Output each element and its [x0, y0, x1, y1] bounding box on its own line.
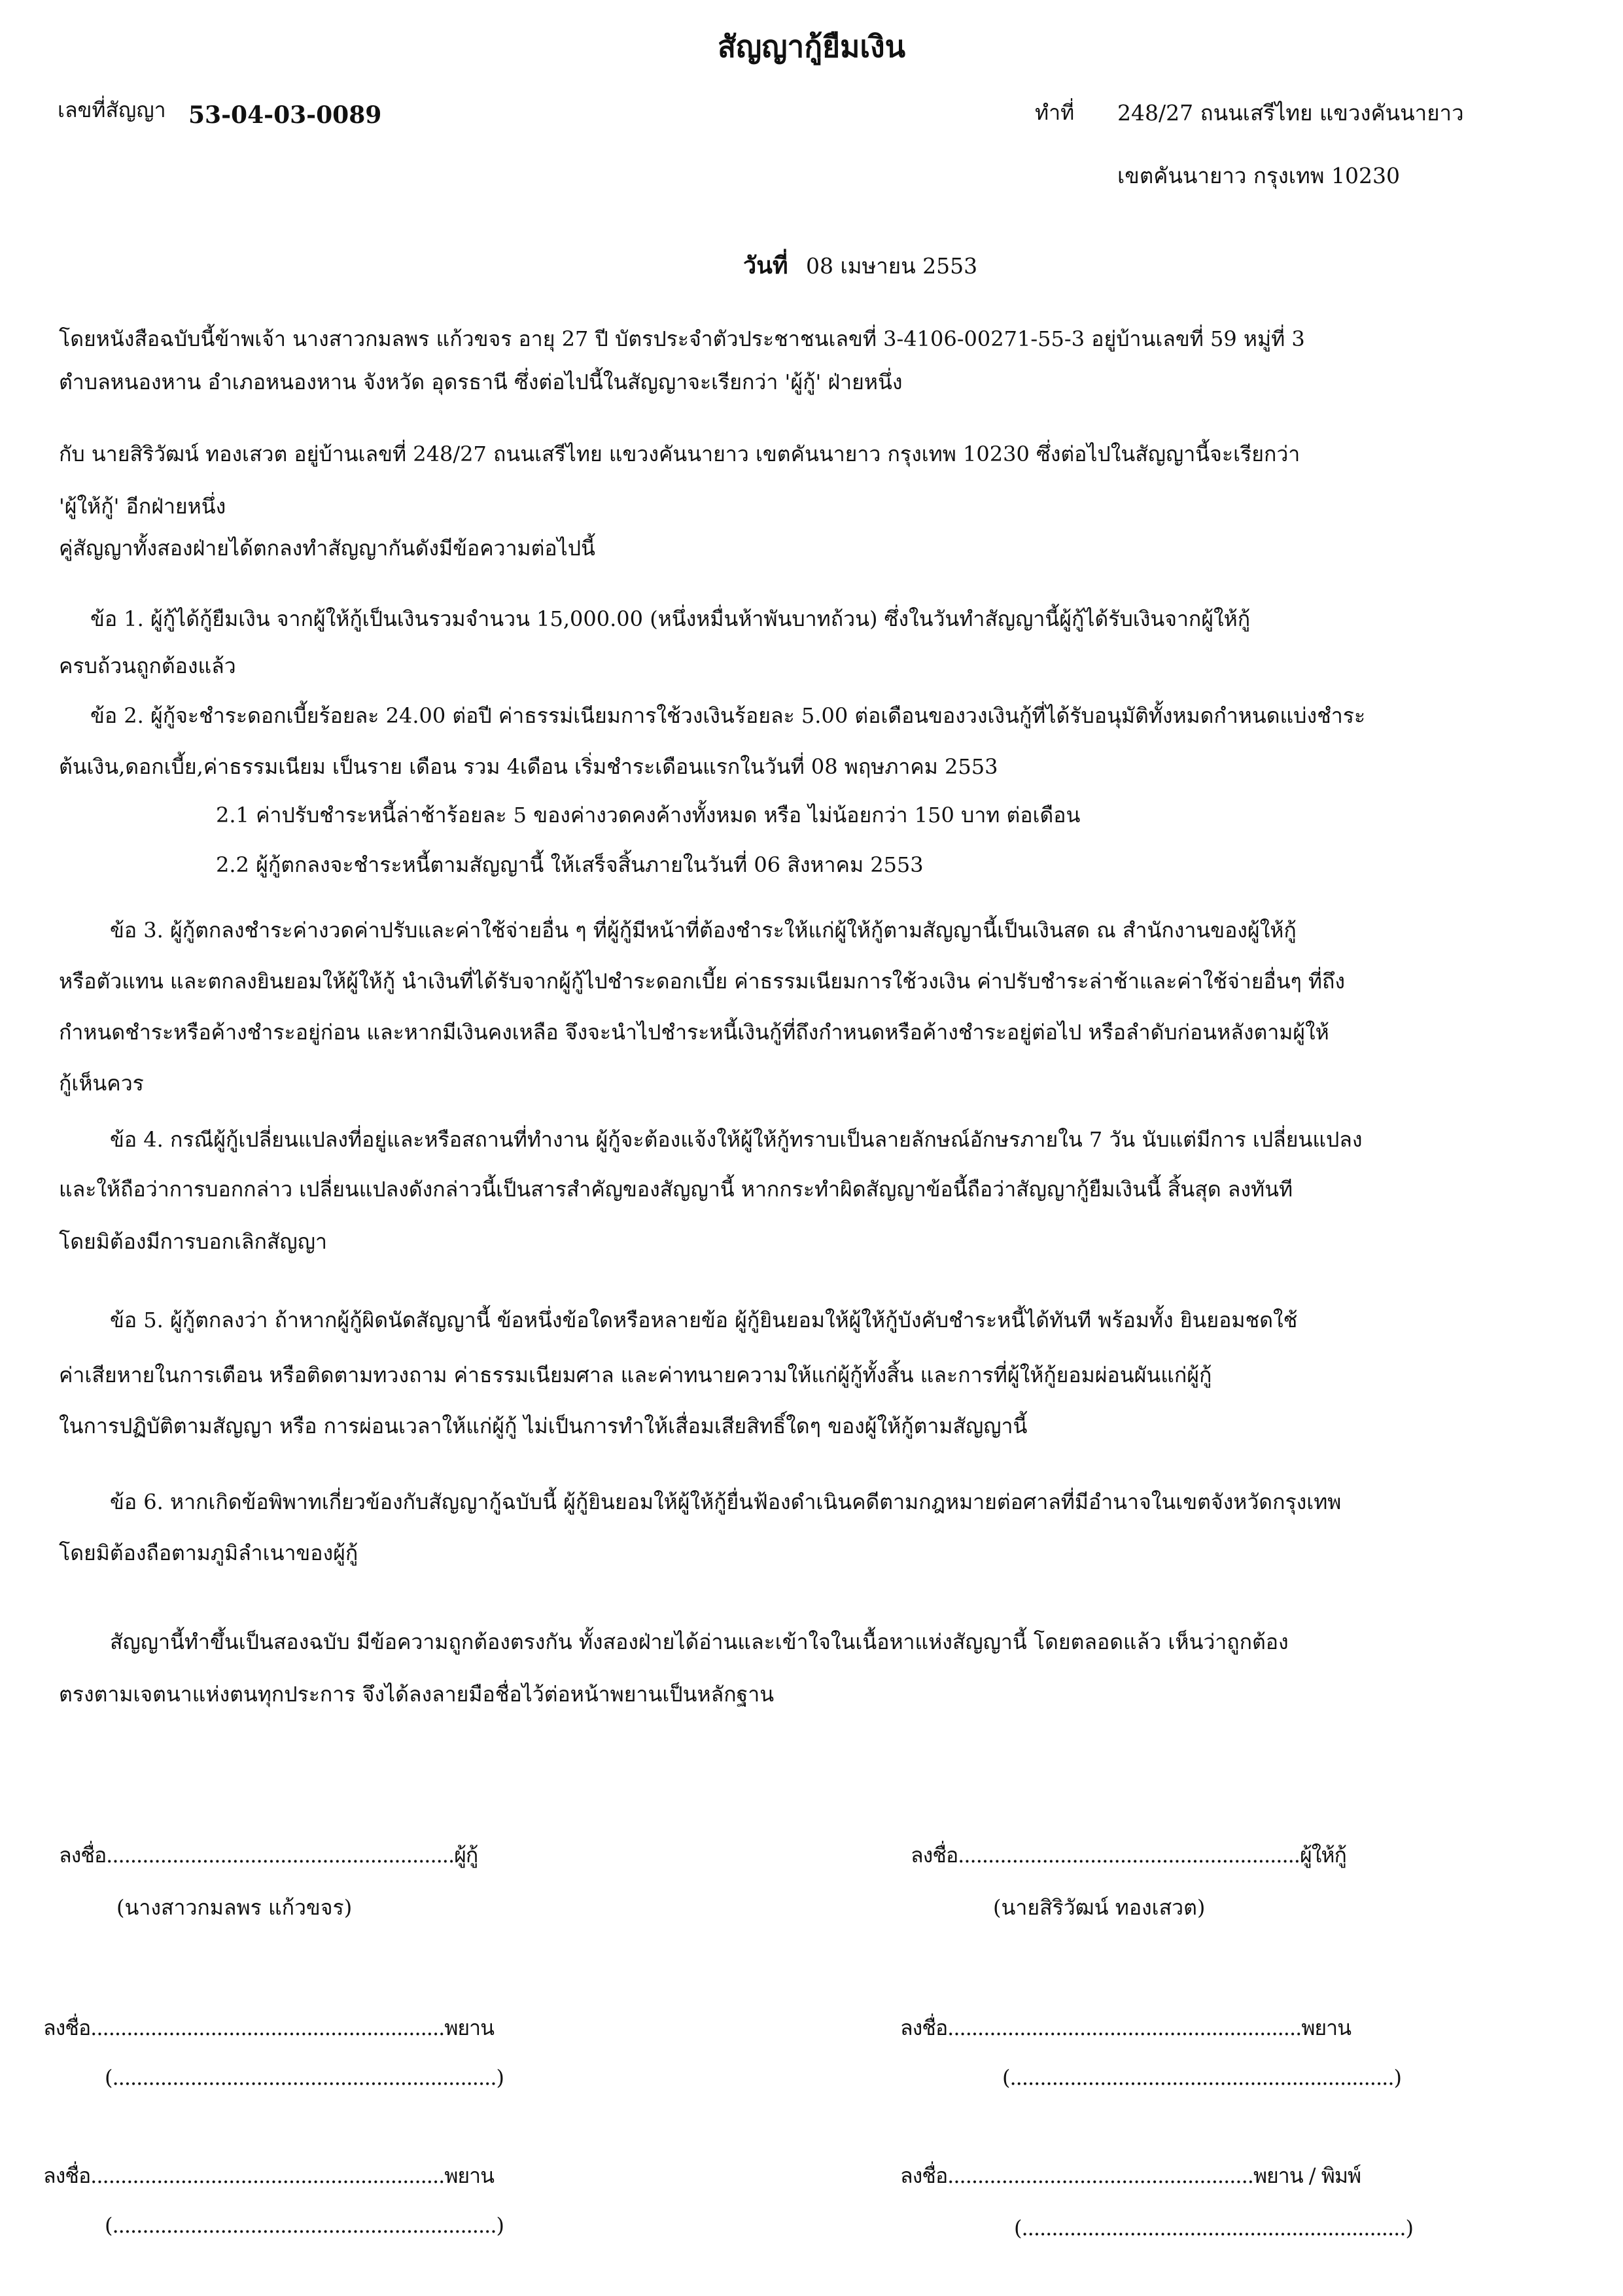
clause-4-line: โดยมิต้องมีการบอกเลิกสัญญา — [59, 1229, 327, 1254]
intro-line: ตำบลหนองหาน อำเภอหนองหาน จังหวัด อุดรธานี ซึ่งต่อไปนี้ในสัญญาจะเรียกว่า 'ผู้กู้' ฝ่ายหนึ่ง — [59, 370, 903, 394]
made-at-line-2: เขตคันนายาว กรุงเทพ 10230 — [1117, 163, 1400, 188]
closing-line: สัญญานี้ทำขึ้นเป็นสองฉบับ มีข้อความถูกต้องตรงกัน ทั้งสองฝ่ายได้อ่านและเข้าใจในเนื้อหาแห่งสัญญานี้ โดยตลอดแล้ว เห็นว่าถูกต้อง — [110, 1629, 1289, 1654]
contract-date: 08 เมษายน 2553 — [806, 253, 978, 279]
clause-2-1: 2.1 ค่าปรับชำระหนี้ล่าช้าร้อยละ 5 ของค่างวดคงค้างทั้งหมด หรือ ไม่น้อยกว่า 150 บาท ต่อเดือน — [216, 803, 1081, 827]
clause-3-line: ข้อ 3. ผู้กู้ตกลงชำระค่างวดค่าปรับและค่าใช้จ่ายอื่น ๆ ที่ผู้กู้มีหน้าที่ต้องชำระให้แก่ผู้ให้กู้ตามสัญญานี้เป็นเงินสด ณ สำนักงานของผู้ให้กู้ — [110, 918, 1297, 943]
intro-line: คู่สัญญาทั้งสองฝ่ายได้ตกลงทำสัญญากันดังมีข้อความต่อไปนี้ — [59, 536, 595, 561]
clause-2-line: ต้นเงิน,ดอกเบี้ย,ค่าธรรมเนียม เป็นราย เดือน รวม 4เดือน เริ่มชำระเดือนแรกในวันที่ 08 พฤษภาคม 2553 — [59, 754, 998, 779]
borrower-name: (นางสาวกมลพร แก้วขจร) — [116, 1895, 353, 1920]
witness-1-name: (................................................................) — [105, 2065, 504, 2090]
closing-line: ตรงตามเจตนาแห่งตนทุกประการ จึงได้ลงลายมือชื่อไว้ต่อหน้าพยานเป็นหลักฐาน — [59, 1682, 775, 1707]
witness-4-signature-line: ลงชื่อ...................................................พยาน / พิมพ์ — [900, 2163, 1361, 2188]
witness-3-signature-line: ลงชื่อ...........................................................พยาน — [43, 2163, 494, 2188]
made-at-line-1: 248/27 ถนนเสรีไทย แขวงคันนายาว — [1117, 100, 1464, 126]
clause-6-line: โดยมิต้องถือตามภูมิลำเนาของผู้กู้ — [59, 1540, 358, 1565]
lender-signature-line: ลงชื่อ.........................................................ผู้ให้กู้ — [911, 1843, 1346, 1868]
intro-line: กับ นายสิริวัฒน์ ทองเสวต อยู่บ้านเลขที่ 248/27 ถนนเสรีไทย แขวงคันนายาว เขตคันนายาว กรุงเทพ 10230 ซึ่งต่อไปในสัญญานี้จะเรียกว่า — [59, 442, 1300, 466]
borrower-signature-line: ลงชื่อ..........................................................ผู้กู้ — [59, 1843, 478, 1868]
clause-6-line: ข้อ 6. หากเกิดข้อพิพาทเกี่ยวข้องกับสัญญากู้ฉบับนี้ ผู้กู้ยินยอมให้ผู้ให้กู้ยื่นฟ้องดำเนินคดีตามกฎหมายต่อศาลที่มีอำนาจในเขตจังหวัดกรุงเทพ — [110, 1489, 1342, 1514]
witness-1-signature-line: ลงชื่อ...........................................................พยาน — [43, 2015, 494, 2040]
witness-2-name: (................................................................) — [1002, 2065, 1401, 2090]
clause-1-line: ข้อ 1. ผู้กู้ได้กู้ยืมเงิน จากผู้ให้กู้เป็นเงินรวมจำนวน 15,000.00 (หนึ่งหมื่นห้าพันบาทถ้วน) ซึ่งในวันทำสัญญานี้ผู้กู้ได้รับเงินจากผู้ให้กู้ — [90, 606, 1251, 631]
clause-2-2: 2.2 ผู้กู้ตกลงจะชำระหนี้ตามสัญญานี้ ให้เสร็จสิ้นภายในวันที่ 06 สิงหาคม 2553 — [216, 852, 924, 877]
intro-line: โดยหนังสือฉบับนี้ข้าพเจ้า นางสาวกมลพร แก้วขจร อายุ 27 ปี บัตรประจำตัวประชาชนเลขที่ 3-4106-00271-55-3 อยู่บ้านเลขที่ 59 หมู่ที่ 3 — [59, 326, 1305, 351]
clause-5-line: ในการปฏิบัติตามสัญญา หรือ การผ่อนเวลาให้แก่ผู้กู้ ไม่เป็นการทำให้เสื่อมเสียสิทธิ์ใดๆ ของผู้ให้กู้ตามสัญญานี้ — [59, 1414, 1028, 1438]
clause-5-line: ค่าเสียหายในการเตือน หรือติดตามทวงถาม ค่าธรรมเนียมศาล และค่าทนายความให้แก่ผู้กู้ทั้งสิ้น และการที่ผู้ให้กู้ยอมผ่อนผันแก่ผู้กู้ — [59, 1363, 1212, 1387]
clause-4-line: ข้อ 4. กรณีผู้กู้เปลี่ยนแปลงที่อยู่และหรือสถานที่ทำงาน ผู้กู้จะต้องแจ้งให้ผู้ให้กู้ทราบเป็นลายลักษณ์อักษรภายใน 7 วัน นับแต่มีการ เปลี่ยนแปลง — [110, 1127, 1363, 1152]
intro-line: 'ผู้ให้กู้' อีกฝ่ายหนึ่ง — [59, 494, 226, 519]
contract-number: 53-04-03-0089 — [188, 101, 382, 129]
witness-3-name: (................................................................) — [105, 2213, 504, 2238]
clause-3-line: กู้เห็นควร — [59, 1071, 144, 1096]
lender-name: (นายสิริวัฒน์ ทองเสวต) — [993, 1895, 1206, 1920]
contract-number-label: เลขที่สัญญา — [58, 97, 166, 122]
witness-2-signature-line: ลงชื่อ...........................................................พยาน — [900, 2015, 1351, 2040]
clause-1-line: ครบถ้วนถูกต้องแล้ว — [59, 653, 236, 678]
clause-3-line: กำหนดชำระหรือค้างชำระอยู่ก่อน และหากมีเงินคงเหลือ จึงจะนำไปชำระหนี้เงินกู้ที่ถึงกำหนดหรือค้างชำระอยู่ต่อไป หรือลำดับก่อนหลังตามผู้ให้ — [59, 1020, 1329, 1045]
witness-4-name: (................................................................) — [1014, 2216, 1413, 2240]
clause-4-line: และให้ถือว่าการบอกกล่าว เปลี่ยนแปลงดังกล่าวนี้เป็นสารสำคัญของสัญญานี้ หากกระทำผิดสัญญาข้อนี้ถือว่าสัญญากู้ยืมเงินนี้ สิ้นสุด ลงทันที — [59, 1177, 1293, 1202]
clause-3-line: หรือตัวแทน และตกลงยินยอมให้ผู้ให้กู้ นำเงินที่ได้รับจากผู้กู้ไปชำระดอกเบี้ย ค่าธรรมเนียมการใช้วงเงิน ค่าปรับชำระล่าช้าและค่าใช้จ่ายอื่นๆ ที่ถึง — [59, 969, 1346, 994]
document-title: สัญญากู้ยืมเงิน — [717, 29, 906, 64]
made-at-label: ทำที่ — [1035, 100, 1075, 125]
date-label: วันที่ — [743, 252, 788, 279]
clause-5-line: ข้อ 5. ผู้กู้ตกลงว่า ถ้าหากผู้กู้ผิดนัดสัญญานี้ ข้อหนึ่งข้อใดหรือหลายข้อ ผู้กู้ยินยอมให้ผู้ให้กู้บังคับชำระหนี้ได้ทันที พร้อมทั้ง ยินยอมชดใช้ — [110, 1308, 1298, 1332]
clause-2-line: ข้อ 2. ผู้กู้จะชำระดอกเบี้ยร้อยละ 24.00 ต่อปี ค่าธรรม่เนียมการใช้วงเงินร้อยละ 5.00 ต่อเดือนของวงเงินกู้ที่ได้รับอนุมัติทั้งหมดกำหนดแบ่งชำระ — [90, 703, 1366, 728]
